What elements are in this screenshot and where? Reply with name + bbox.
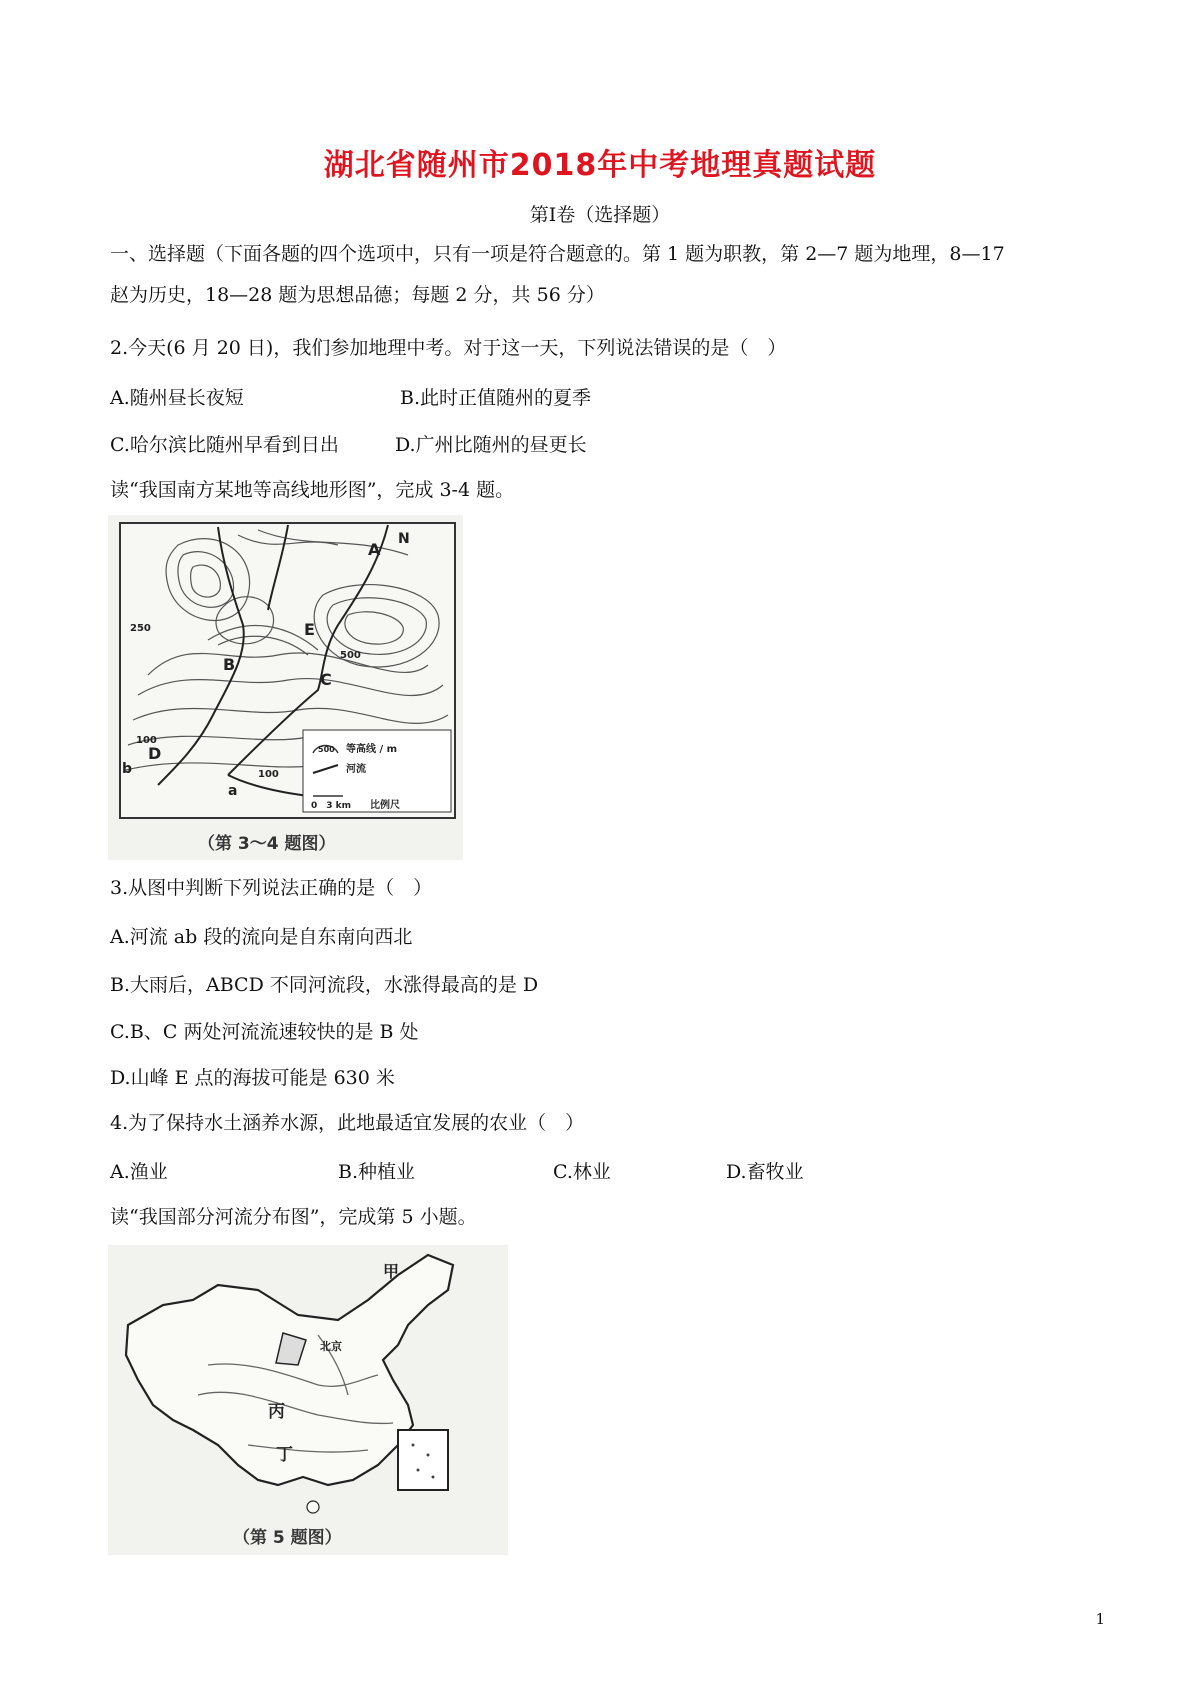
contour-map — [108, 515, 463, 860]
q2-stem: 2.今天(6 月 20 日)，我们参加地理中考。对于这一天，下列说法错误的是（ ） — [110, 337, 787, 359]
contour-label-500: 500 — [340, 650, 361, 661]
figure-1-caption: （第 3～4 题图） — [198, 834, 336, 854]
map-label-south: 丁 — [276, 1445, 293, 1465]
contour-label-100-left: 100 — [136, 735, 157, 746]
instructions-line-2: 赵为历史，18—28 题为思想品德；每题 2 分，共 56 分） — [110, 284, 605, 306]
page-number: 1 — [1095, 1610, 1105, 1628]
q4-option-a: A.渔业 — [110, 1161, 168, 1183]
section-subtitle: 第Ⅰ卷（选择题） — [529, 204, 671, 226]
q2-option-b: B.此时正值随州的夏季 — [400, 387, 592, 409]
label-a-lower: a — [228, 783, 238, 799]
contour-map-figure — [108, 515, 463, 860]
label-north: N — [398, 531, 410, 547]
legend-river-label: 河流 — [346, 764, 366, 775]
label-b-upper: B — [223, 655, 236, 674]
q3-option-d: D.山峰 E 点的海拔可能是 630 米 — [110, 1067, 395, 1089]
q4-stem: 4.为了保持水土涵养水源，此地最适宜发展的农业（ ） — [110, 1112, 585, 1134]
legend-contour-label: 等高线 / m — [346, 744, 398, 755]
page-title: 湖北省随州市2018年中考地理真题试题 — [323, 148, 877, 183]
label-b-lower: b — [122, 761, 133, 777]
q2-option-d: D.广州比随州的昼更长 — [395, 434, 587, 456]
q4-option-d: D.畜牧业 — [726, 1161, 804, 1183]
label-e-peak: E — [304, 620, 315, 639]
q3-option-a: A.河流 ab 段的流向是自东南向西北 — [110, 926, 413, 948]
south-china-sea-inset — [398, 1430, 448, 1490]
q4-option-b: B.种植业 — [338, 1161, 416, 1183]
label-d-upper: D — [148, 744, 162, 763]
legend-scale-label: 比例尺 — [370, 800, 400, 811]
q2-option-c: C.哈尔滨比随州早看到日出 — [110, 434, 339, 456]
contour-label-250: 250 — [130, 623, 151, 634]
q3-stem: 3.从图中判断下列说法正确的是（ ） — [110, 877, 433, 899]
china-river-map-figure — [108, 1245, 508, 1555]
legend-scale-value: 0 3 km — [311, 801, 352, 811]
instructions-line-1: 一、选择题（下面各题的四个选项中，只有一项是符合题意的。第 1 题为职教，第 2—7 题为地理，8—17 — [110, 243, 1005, 265]
figure-2-caption: （第 5 题图） — [233, 1528, 342, 1548]
label-a-upper: A — [368, 540, 381, 559]
map-label-west: 丙 — [268, 1402, 285, 1422]
china-river-map — [108, 1245, 508, 1555]
q3-option-b: B.大雨后，ABCD 不同河流段，水涨得最高的是 D — [110, 974, 539, 996]
contour-label-100-right: 100 — [258, 769, 279, 780]
read-prompt-2: 读“我国部分河流分布图”，完成第 5 小题。 — [110, 1206, 477, 1228]
map-label-north: 甲 — [383, 1262, 400, 1281]
read-prompt-1: 读“我国南方某地等高线地形图”，完成 3-4 题。 — [110, 479, 515, 501]
label-c-upper: C — [320, 670, 332, 689]
map-label-beijing: 北京 — [320, 1340, 342, 1353]
q3-option-c: C.B、C 两处河流流速较快的是 B 处 — [110, 1021, 419, 1043]
legend-contour-value: 500 — [318, 745, 335, 754]
q4-option-c: C.林业 — [553, 1161, 611, 1183]
q2-option-a: A.随州昼长夜短 — [110, 387, 244, 409]
